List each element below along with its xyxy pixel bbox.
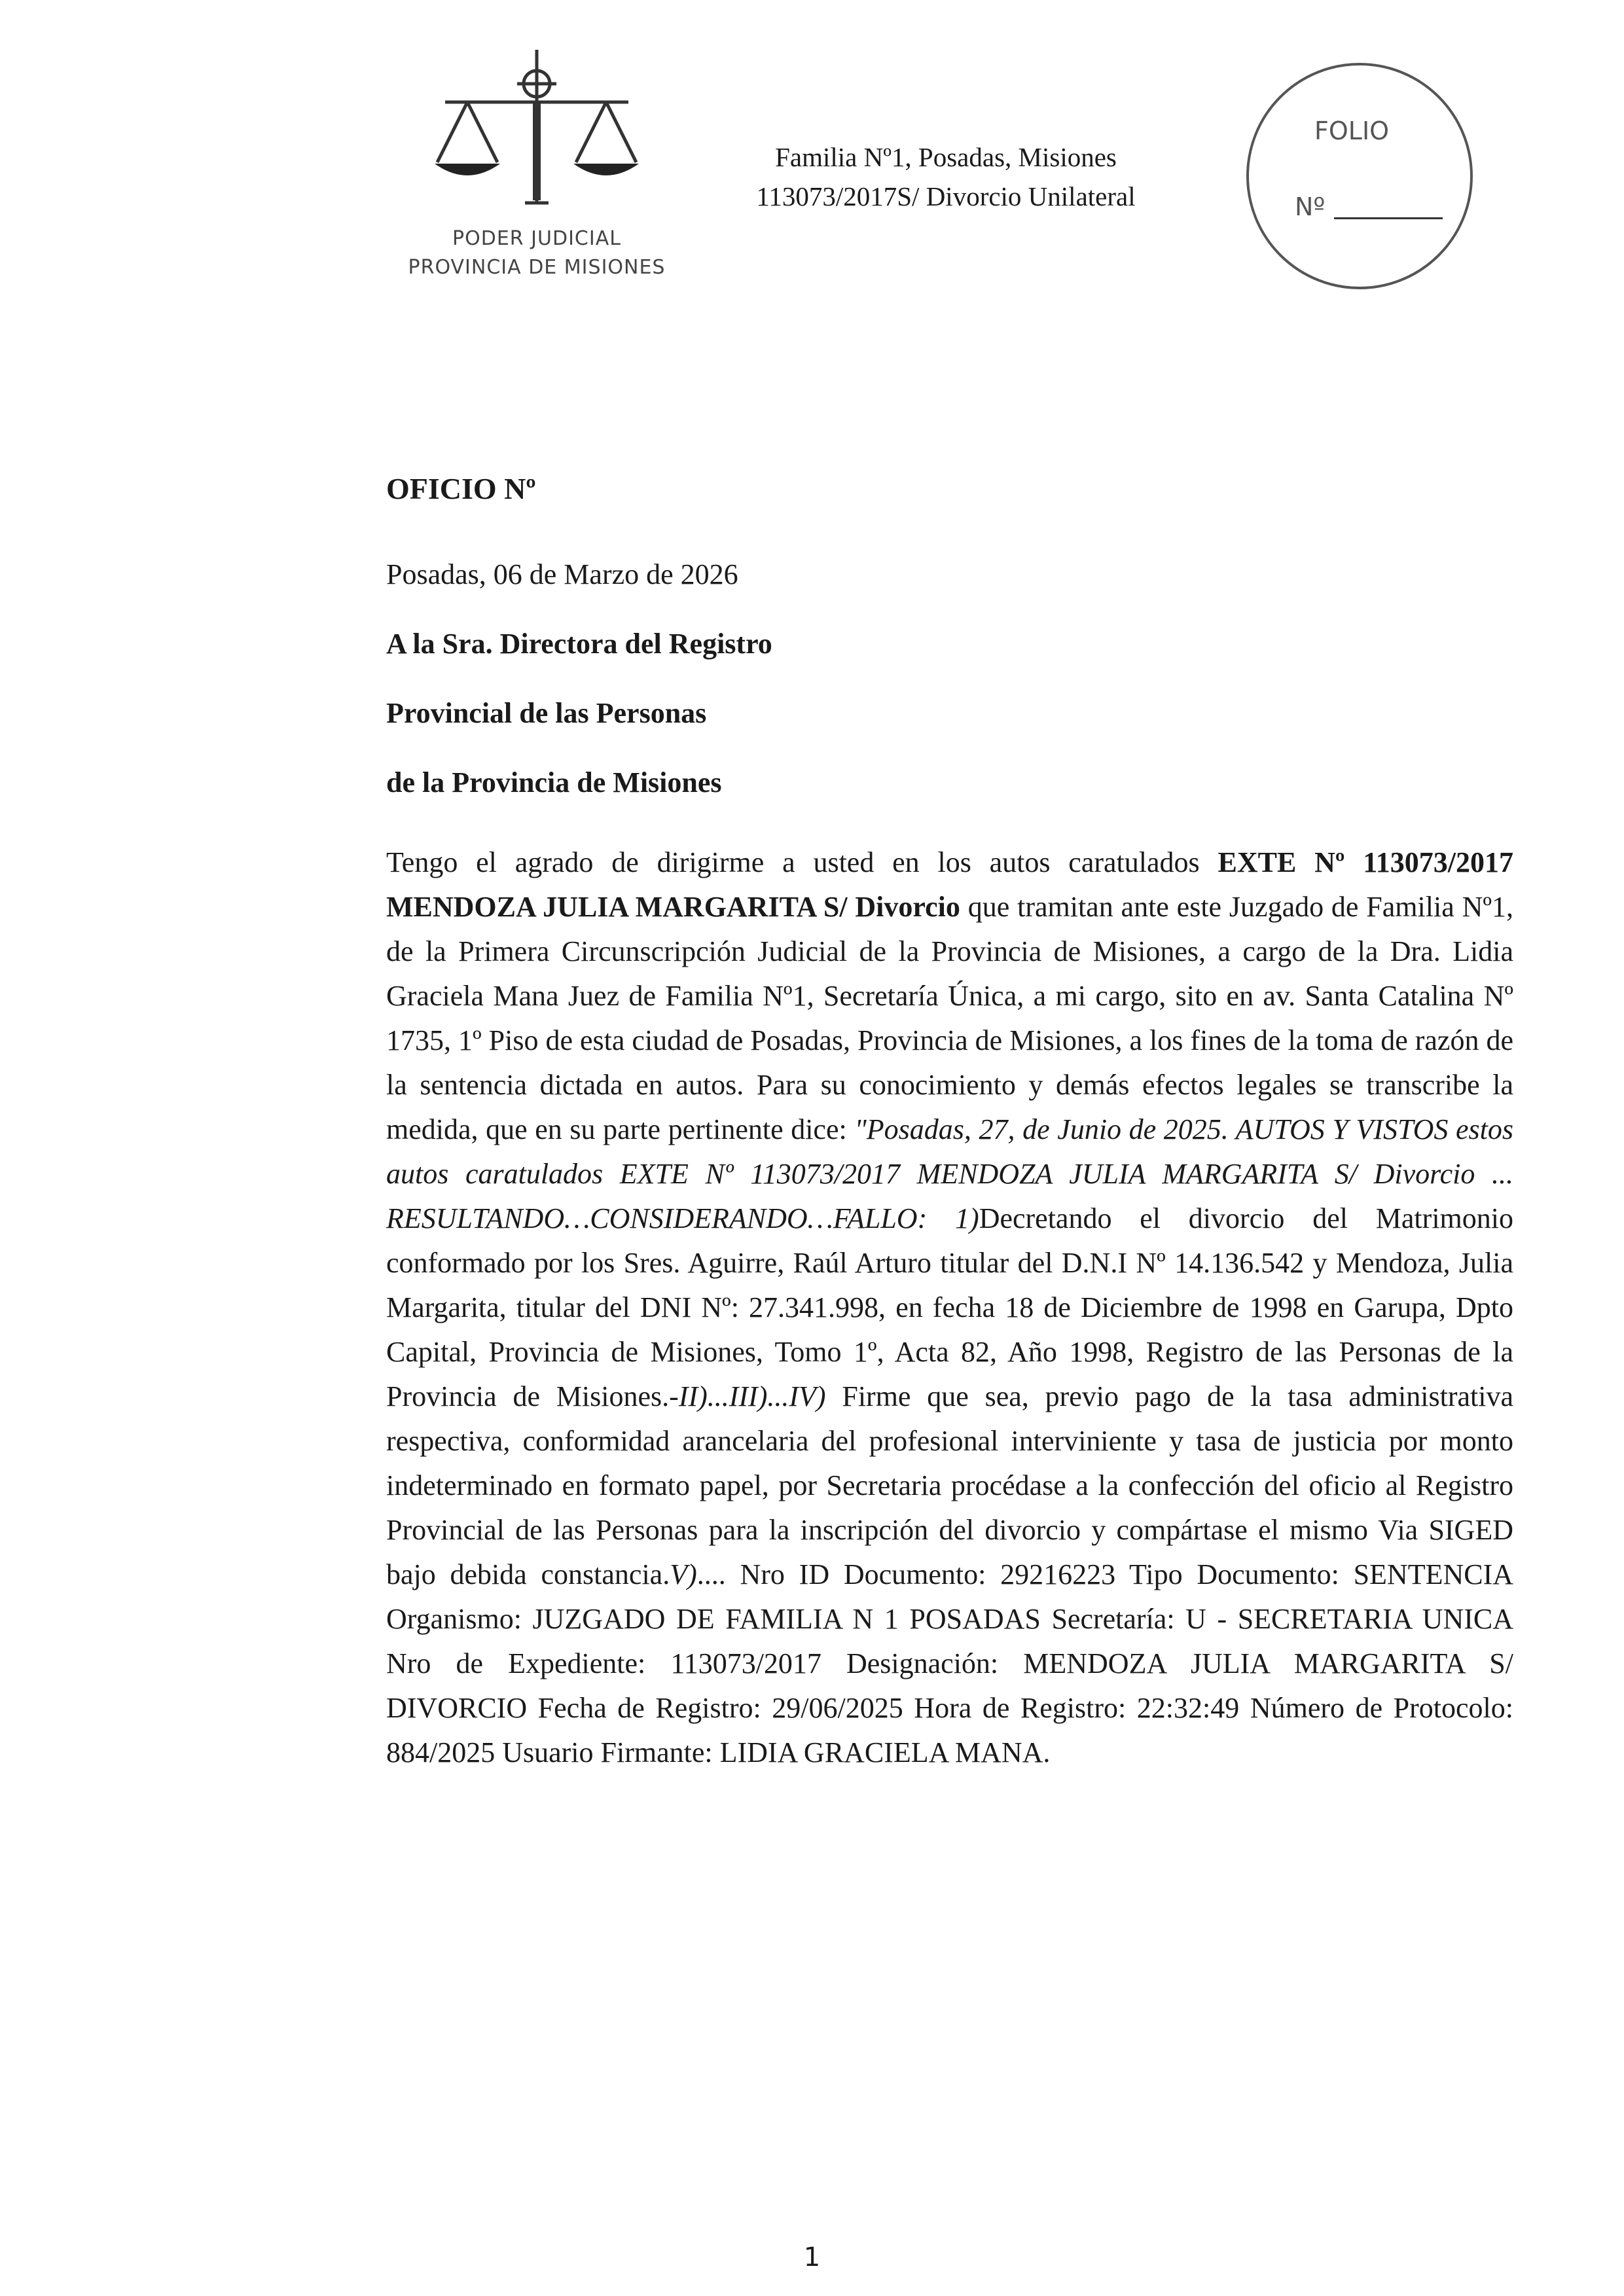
case-reference: 113073/2017S/ Divorcio Unilateral [756,181,1136,211]
judicial-logo [399,39,674,301]
page-number: 1 [803,2242,821,2272]
body-paragraph [386,840,1513,1775]
addressee-line-1: A la Sra. Directora del Registro [386,628,772,660]
addressee-line-3: de la Provincia de Misiones [386,766,722,798]
logo-text-line1: PODER JUDICIAL [452,227,621,250]
court-name: Familia Nº1, Posadas, Misiones [775,142,1117,172]
logo-text-line2: PROVINCIA DE MISIONES [408,256,666,279]
ruling-quote-sections: II)...III)...IV) [678,1380,826,1412]
folio-number-line [1334,217,1443,219]
body-court-details: que tramitan ante este Juzgado de Familia Nº1, de la Primera Circunscripción Judicial de la Provincia de Misiones, a cargo de la Dra. Lidia Graciela Mana Juez de Familia Nº1, Secretaría Única, a mi cargo, sito en av. Santa Catalina Nº 1735, 1º Piso de esta ciudad de Posadas, Provincia de Misiones, a los fines de la toma de razón de la sentencia dictada en autos. Para su conocimiento y demás efectos legales se transcribe la medida, que en su parte pertinente dice: [386,891,1513,1145]
ruling-quote-intro: "Posadas, 27, de Junio de 2025. AUTOS Y VISTOS estos autos caratulados EXTE Nº 113073/2017 MENDOZA JULIA MARGARITA S/ Divorcio ... RESULTANDO…CONSIDERANDO…FALLO: 1) [386,1113,1514,1234]
body-intro: Tengo el agrado de dirigirme a usted en los autos caratulados [386,846,1218,878]
addressee-line-2: Provincial de las Personas [386,697,707,729]
document-metadata: .... Nro ID Documento: 29216223 Tipo Documento: SENTENCIA Organismo: JUZGADO DE FAMILIA N 1 POSADAS Secretaría: U - SECRETARIA UNICA Nro de Expediente: 113073/2017 Designación: MENDOZA JULIA MARGARITA S/ DIVORCIO Fecha de Registro: 29/06/2025 Hora de Registro: 22:32:49 Número de Protocolo: 884/2025 Usuario Firmante: LIDIA GRACIELA MANA. [386,1558,1513,1768]
folio-stamp [1246,63,1473,289]
folio-number-label: Nº [1295,192,1326,221]
folio-label: FOLIO [1314,117,1390,145]
document-title: OFICIO Nº [386,472,536,505]
case-title-bold: EXTE Nº 113073/2017 MENDOZA JULIA MARGARITA S/ Divorcio [386,846,1514,923]
scales-of-justice-icon [425,39,648,209]
document-date: Posadas, 06 de Marzo de 2026 [386,558,738,590]
ruling-divorce-decree: Decretando el divorcio del Matrimonio conformado por los Sres. Aguirre, Raúl Arturo titular del D.N.I Nº 14.136.542 y Mendoza, Julia Margarita, titular del DNI Nº: 27.341.998, en fecha 18 de Diciembre de 1998 en Garupa, Dpto Capital, Provincia de Misiones, Tomo 1º, Acta 82, Año 1998, Registro de las Personas de la Provincia de Misiones.- [386,1202,1513,1412]
header-case-info [707,137,1185,216]
ruling-quote-v: V) [670,1558,697,1590]
ruling-instructions: Firme que sea, previo pago de la tasa administrativa respectiva, conformidad arancelaria del profesional interviniente y tasa de justicia por monto indeterminado en formato papel, por Secretaria procédase a la confección del oficio al Registro Provincial de las Personas para la inscripción del divorcio y compártase el mismo Via SIGED bajo debida constancia. [386,1380,1513,1590]
